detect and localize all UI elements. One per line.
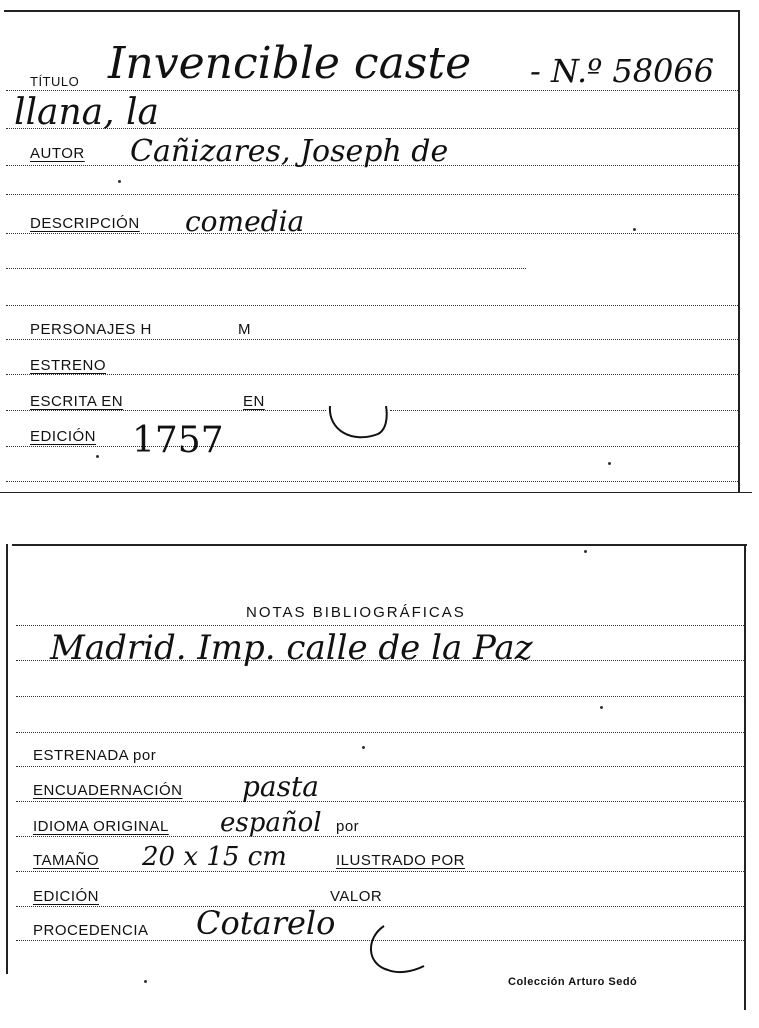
card-right-border — [738, 10, 740, 492]
handwritten-provenance: Cotarelo — [196, 904, 336, 942]
ruled-line — [6, 268, 526, 269]
ruled-line — [16, 801, 746, 802]
speck — [633, 228, 636, 231]
heading-notas-bibliograficas: NOTAS BIBLIOGRÁFICAS — [246, 604, 466, 621]
ruled-line — [6, 410, 326, 411]
label-procedencia: PROCEDENCIA — [33, 922, 149, 939]
punch-hole-notch — [322, 400, 394, 448]
handwritten-language: español — [220, 808, 322, 838]
card-divider — [0, 492, 752, 493]
label-escrita-en: ESCRITA EN — [30, 393, 124, 410]
handwritten-title-line2: llana, la — [14, 92, 160, 133]
label-edicion: EDICIÓN — [33, 888, 100, 905]
speck — [584, 550, 587, 553]
collection-footer: Colección Arturo Sedó — [508, 976, 638, 988]
label-valor: VALOR — [330, 888, 383, 905]
ruled-line — [16, 696, 746, 697]
speck — [600, 706, 603, 709]
label-ilustrado-por: ILUSTRADO POR — [336, 852, 466, 869]
label-encuadernacion: ENCUADERNACIÓN — [33, 782, 183, 799]
label-en: EN — [243, 393, 265, 410]
handwritten-description: comedia — [185, 205, 305, 238]
label-autor: AUTOR — [30, 145, 85, 162]
catalog-card-back — [6, 540, 752, 1010]
label-por: por — [336, 818, 360, 835]
speck — [118, 180, 121, 183]
handwritten-catalog-number: - N.º 58066 — [530, 52, 715, 90]
label-descripcion: DESCRIPCIÓN — [30, 215, 140, 232]
label-edicion: EDICIÓN — [30, 428, 97, 445]
label-estrenada-por: ESTRENADA por — [33, 747, 157, 764]
ruled-line — [6, 374, 740, 375]
label-estreno: ESTRENO — [30, 357, 107, 374]
handwritten-author: Cañizares, Joseph de — [130, 134, 449, 169]
speck — [96, 455, 99, 458]
ruled-line — [6, 194, 740, 195]
handwritten-edition-year: 1757 — [132, 420, 224, 461]
ruled-line — [16, 836, 746, 837]
ruled-line — [6, 339, 740, 340]
speck — [144, 980, 147, 983]
label-tamano: TAMAÑO — [33, 852, 100, 869]
label-m: M — [238, 321, 251, 338]
label-titulo: TÍTULO — [30, 74, 80, 89]
ruled-line — [390, 410, 740, 411]
card-top-border — [12, 544, 747, 546]
ruled-line — [6, 481, 740, 482]
label-personajes-h: PERSONAJES H — [30, 321, 152, 338]
handwritten-binding: pasta — [242, 770, 319, 803]
catalog-card-front — [0, 0, 752, 492]
handwritten-notas: Madrid. Imp. calle de la Paz — [50, 628, 533, 668]
handwritten-size: 20 x 15 cm — [142, 842, 287, 872]
ruled-line — [6, 233, 740, 234]
ruled-line — [16, 732, 746, 733]
card-top-border — [4, 10, 740, 12]
speck — [362, 746, 365, 749]
ruled-line — [16, 871, 746, 872]
card-left-border — [6, 544, 8, 974]
ruled-line — [16, 625, 746, 626]
ruled-line — [16, 766, 746, 767]
ruled-line — [16, 906, 746, 907]
punch-hole-notch — [362, 920, 432, 980]
label-idioma-original: IDIOMA ORIGINAL — [33, 818, 169, 835]
ruled-line — [6, 305, 740, 306]
handwritten-title-line1: Invencible caste — [108, 38, 472, 89]
ruled-line — [6, 90, 740, 91]
speck — [608, 462, 611, 465]
